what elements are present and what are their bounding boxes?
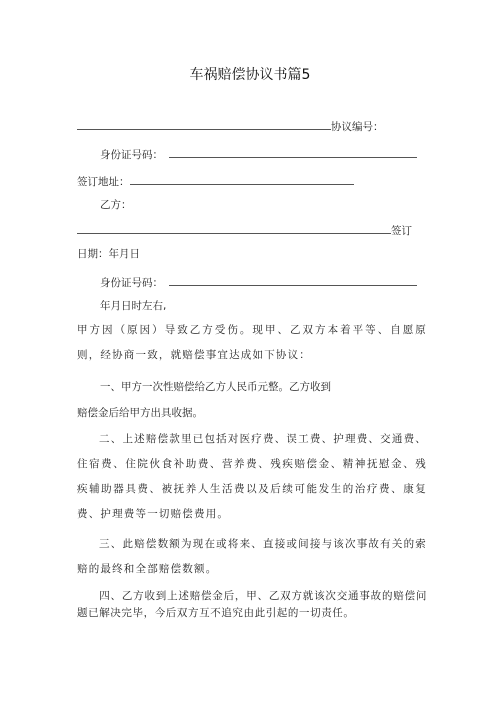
- clause-1a: 一、甲方一次性赔偿给乙方人民币元整。乙方收到: [100, 381, 331, 393]
- document-title: 车祸赔偿协议书篇5: [189, 67, 311, 83]
- id-number-label: 身份证号码：: [100, 149, 163, 161]
- clause-4: 四、乙方收到上述赔偿金后，甲、乙双方就该次交通事故的赔偿问题已解决完毕，今后双方互不追究由此引起的一切责任。: [77, 590, 427, 619]
- blank-line: [169, 274, 417, 286]
- agreement-number-line: [77, 118, 384, 134]
- blank-line: [130, 173, 354, 185]
- agreement-number-label: 协议编号：: [331, 121, 384, 133]
- id-number-line-2: [100, 274, 417, 290]
- party-b-label: 乙方：: [100, 199, 132, 211]
- intro-paragraph: 甲方因（原因）导致乙方受伤。现甲、乙双方本着平等、自愿原则，经协商一致，就赔偿事宜达成如下协议：: [77, 324, 427, 361]
- sign-line: [77, 222, 412, 238]
- sign-label: 签订: [391, 225, 412, 237]
- id-number-line-1: [100, 146, 417, 162]
- time-text: 年月日时左右,: [100, 300, 167, 312]
- sign-place-line: [77, 173, 354, 189]
- sign-place-label: 签订地址：: [77, 176, 130, 188]
- clause-1b: 赔偿金后给甲方出具收据。: [77, 407, 203, 419]
- blank-line: [169, 146, 417, 158]
- date-label: 日期：年月日: [77, 248, 140, 260]
- clause-2: 二、上述赔偿款里已包括对医疗费、误工费、护理费、交通费、住宿费、住院伙食补助费、营养费、残疾赔偿金、精神抚慰金、残疾辅助器具费、被抚养人生活费以及后续可能发生的治疗费、康复费、护理费等一切赔偿费用。: [77, 433, 427, 520]
- id-number-label: 身份证号码：: [100, 277, 163, 289]
- blank-line: [77, 118, 331, 130]
- clause-3: 三、此赔偿数额为现在或将来、直接或间接与该次事故有关的索赔的最终和全部赔偿数额。: [77, 538, 427, 575]
- blank-line: [77, 222, 391, 234]
